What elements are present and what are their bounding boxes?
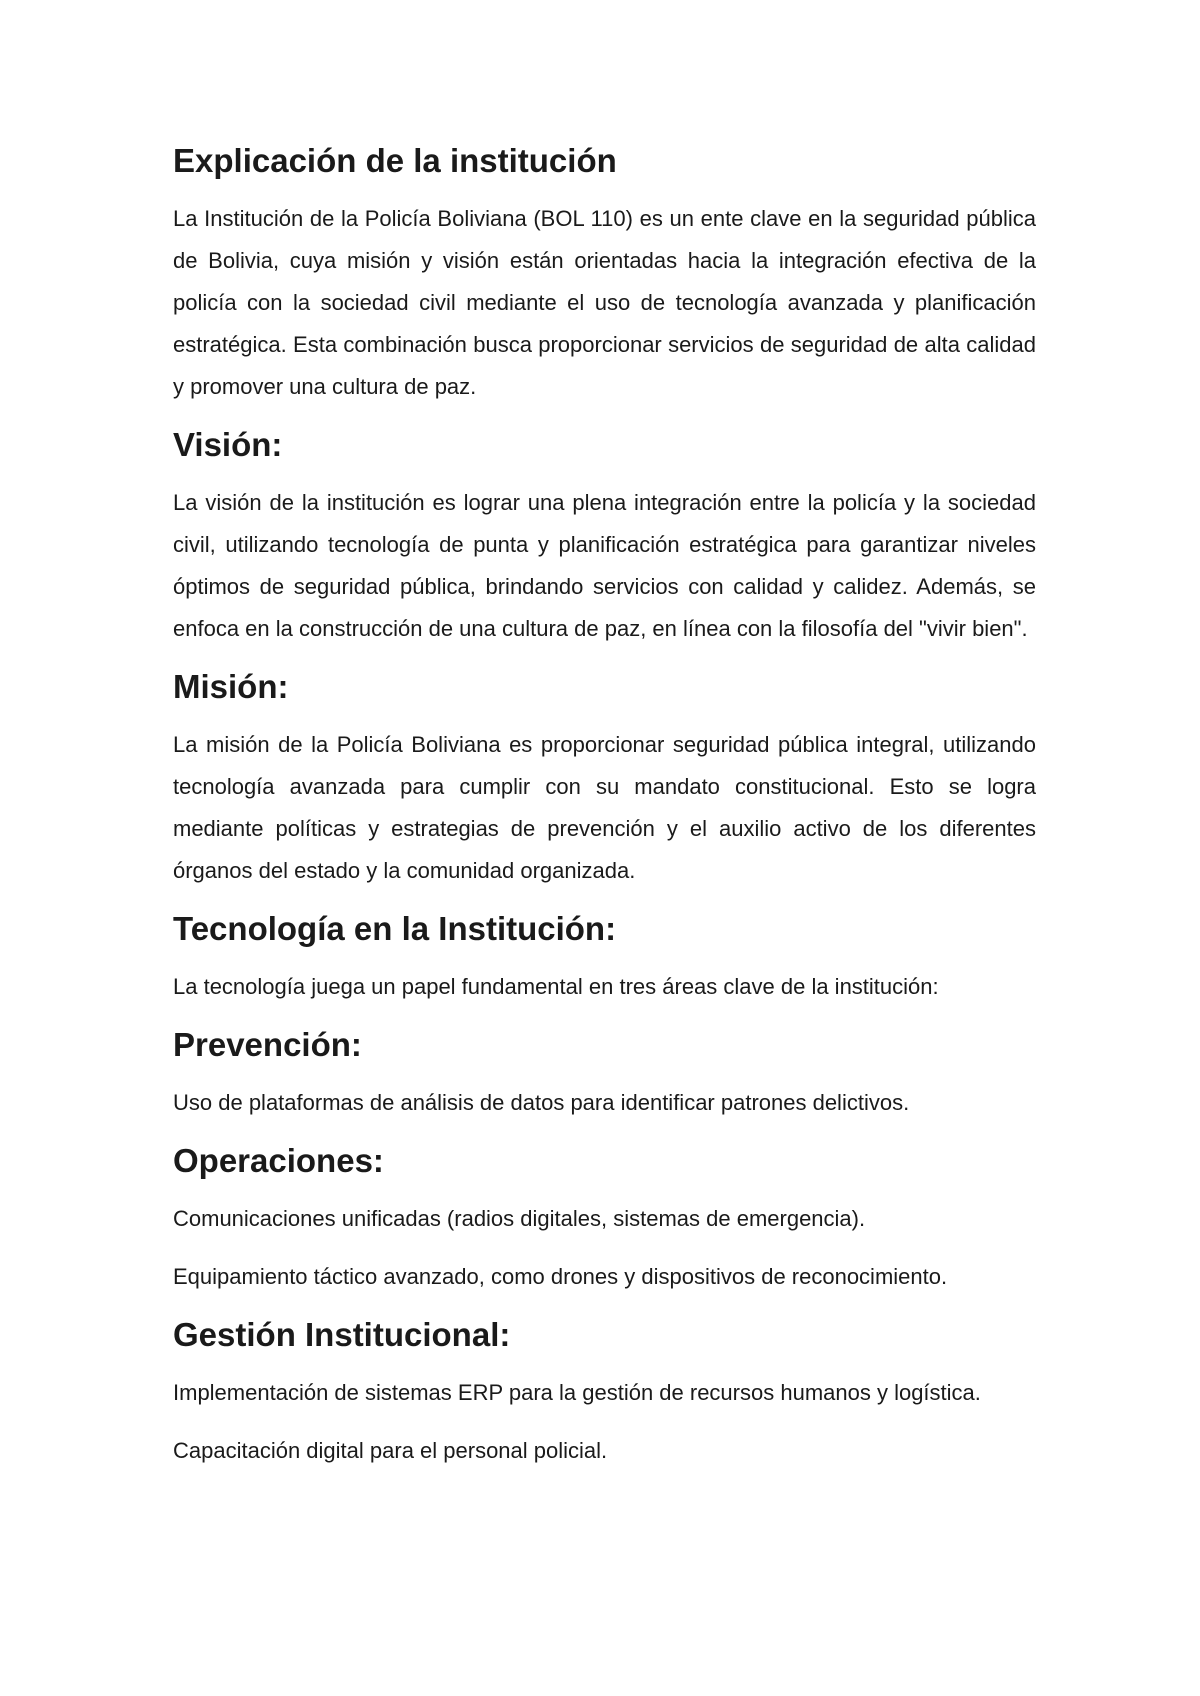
section-heading-tecnologia: Tecnología en la Institución: [173, 910, 617, 947]
paragraph-prevencion: Uso de plataformas de análisis de datos para identificar patrones delictivos. [173, 1090, 910, 1115]
document-body [173, 140, 1036, 1488]
paragraph-operaciones-comunicaciones: Comunicaciones unificadas (radios digitales, sistemas de emergencia). [173, 1206, 866, 1231]
paragraph-explicacion: La Institución de la Policía Boliviana (BOL 110) es un ente clave en la seguridad pública de Bolivia, cuya misión y visión están orientadas hacia la integración efectiva de la policía con la sociedad civil mediante el uso de tecnología avanzada y planificación estratégica. Esta combinación busca proporcionar servicios de seguridad de alta calidad y promover una cultura de paz. [173, 206, 1036, 399]
section-heading-prevencion: Prevención: [173, 1026, 362, 1063]
paragraph-vision: La visión de la institución es lograr una plena integración entre la policía y la sociedad civil, utilizando tecnología de punta y planificación estratégica para garantizar niveles óptimos de seguridad pública, brindando servicios con calidad y calidez. Además, se enfoca en la construcción de una cultura de paz, en línea con la filosofía del "vivir bien". [173, 490, 1036, 641]
section-heading-mision: Misión: [173, 668, 289, 705]
section-heading-explicacion: Explicación de la institución [173, 142, 617, 179]
paragraph-operaciones-equipamiento: Equipamiento táctico avanzado, como drones y dispositivos de reconocimiento. [173, 1264, 948, 1289]
section-heading-vision: Visión: [173, 426, 283, 463]
section-heading-gestion: Gestión Institucional: [173, 1316, 511, 1353]
paragraph-tecnologia: La tecnología juega un papel fundamental en tres áreas clave de la institución: [173, 974, 939, 999]
section-heading-operaciones: Operaciones: [173, 1142, 384, 1179]
paragraph-gestion-erp: Implementación de sistemas ERP para la gestión de recursos humanos y logística. [173, 1380, 981, 1405]
paragraph-mision: La misión de la Policía Boliviana es proporcionar seguridad pública integral, utilizando tecnología avanzada para cumplir con su mandato constitucional. Esto se logra mediante políticas y estrategias de prevención y el auxilio activo de los diferentes órganos del estado y la comunidad organizada. [173, 732, 1036, 883]
paragraph-gestion-capacitacion: Capacitación digital para el personal policial. [173, 1438, 608, 1463]
